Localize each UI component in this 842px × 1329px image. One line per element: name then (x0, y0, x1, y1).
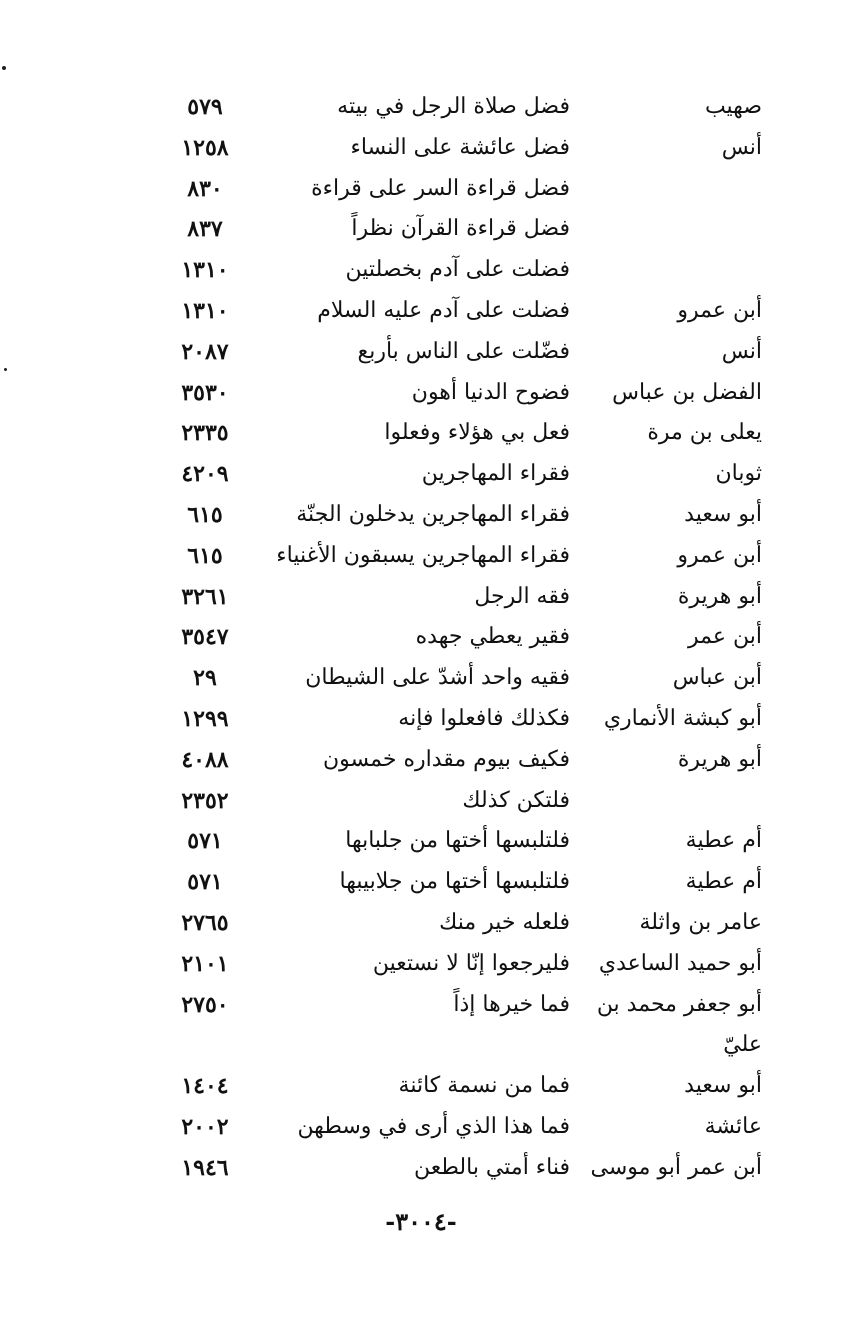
index-row (150, 212, 770, 253)
hadith-number: ٢٧٥٠ (181, 991, 229, 1018)
hadith-phrase: فقير يعطي جهده (415, 624, 570, 650)
hadith-number: ٤٢٠٩ (181, 461, 229, 488)
hadith-phrase: فضل قراءة القرآن نظراً (351, 216, 570, 242)
index-row (150, 865, 770, 906)
hadith-number: ٢٧٦٥ (181, 909, 229, 936)
narrator-name: أم عطية (685, 869, 762, 895)
hadith-number: ١٣١٠ (181, 257, 229, 284)
hadith-phrase: فضوح الدنيا أهون (411, 379, 570, 405)
narrator-name: أبو هريرة (677, 746, 762, 772)
hadith-number: ٥٧١ (187, 828, 223, 855)
hadith-phrase: فلتلبسها أختها من جلابيبها (339, 869, 570, 895)
hadith-phrase: فضل قراءة السر على قراءة (311, 175, 570, 201)
hadith-phrase: فضلت على آدم بخصلتين (345, 257, 570, 283)
narrator-name: أبو سعيد (684, 1073, 762, 1099)
index-row (150, 376, 770, 417)
hadith-phrase: فليرجعوا إنّا لا نستعين (372, 950, 570, 976)
narrator-name: يعلى بن مرة (647, 420, 762, 446)
index-row (150, 1110, 770, 1151)
hadith-phrase: فكذلك فافعلوا فإنه (398, 705, 570, 731)
index-row (150, 947, 770, 988)
narrator-name: أبن عمر أبو موسى (590, 1154, 762, 1180)
index-row (150, 620, 770, 661)
narrator-name: عائشة (704, 1113, 762, 1139)
hadith-number: ٥٧٩ (187, 94, 223, 120)
narrator-name: أبن عمر (688, 624, 762, 650)
hadith-phrase: فضّلت على الناس بأربع (357, 338, 570, 364)
narrator-name: الفضل بن عباس (612, 379, 762, 405)
narrator-name: ثوبان (715, 461, 762, 487)
hadith-number: ٨٣٧ (187, 216, 223, 243)
margin-mark (4, 368, 7, 371)
index-row (150, 1069, 770, 1110)
narrator-name: أم عطية (685, 828, 762, 854)
index-row (150, 1028, 770, 1069)
hadith-number: ١٢٥٨ (181, 134, 229, 161)
hadith-number: ٣٥٤٧ (181, 624, 229, 651)
hadith-number: ٢٣٣٥ (181, 420, 229, 447)
index-row (150, 743, 770, 784)
margin-mark (2, 66, 6, 70)
index-row (150, 416, 770, 457)
hadith-number: ٢٠٨٧ (181, 338, 229, 365)
narrator-name: أبو هريرة (677, 583, 762, 609)
index-row (150, 824, 770, 865)
hadith-number: ١٣١٠ (181, 297, 229, 324)
index-row (150, 335, 770, 376)
hadith-phrase: فقيه واحد أشدّ على الشيطان (305, 665, 570, 691)
hadith-number: ٥٧١ (187, 869, 223, 896)
hadith-phrase: فما هذا الذي أرى في وسطهن (297, 1113, 570, 1139)
narrator-name: عامر بن واثلة (639, 909, 762, 935)
narrator-name: أنس (721, 134, 762, 160)
index-row (150, 131, 770, 172)
index-row (150, 661, 770, 702)
hadith-phrase: فناء أمتي بالطعن (414, 1154, 570, 1180)
hadith-number: ١٩٤٦ (181, 1154, 229, 1181)
narrator-name: أبن عباس (672, 665, 762, 691)
index-row (150, 90, 770, 131)
narrator-name: أبو سعيد (684, 501, 762, 527)
hadith-phrase: فقراء المهاجرين يسبقون الأغنياء (276, 542, 570, 568)
hadith-phrase: فضل صلاة الرجل في بيته (337, 94, 570, 119)
hadith-number: ٣٥٣٠ (181, 379, 229, 406)
hadith-number: ٢٠٠٢ (181, 1113, 229, 1140)
index-row (150, 172, 770, 213)
narrator-name: أبو كبشة الأنماري (603, 705, 762, 731)
hadith-number: ٢٣٥٢ (181, 787, 229, 814)
page-number: -٣٠٠٤- (385, 1207, 457, 1236)
narrator-name: أبن عمرو (677, 542, 762, 568)
hadith-phrase: فقراء المهاجرين (421, 461, 570, 487)
narrator-name: أبن عمرو (677, 297, 762, 323)
narrator-name: عليّ (723, 1032, 762, 1058)
hadith-phrase: فما من نسمة كائنة (398, 1073, 570, 1099)
hadith-phrase: فقراء المهاجرين يدخلون الجنّة (296, 501, 570, 527)
narrator-name: صهيب (704, 94, 762, 119)
hadith-phrase: فلعله خير منك (439, 909, 570, 935)
hadith-index-table (150, 90, 770, 1192)
hadith-number: ٢٩ (193, 665, 217, 692)
hadith-phrase: فما خيرها إذاً (453, 991, 570, 1017)
hadith-phrase: فلتلبسها أختها من جلبابها (345, 828, 570, 854)
index-row (150, 988, 770, 1029)
hadith-phrase: فلتكن كذلك (462, 787, 570, 813)
hadith-number: ٦١٥ (187, 542, 223, 569)
index-row (150, 498, 770, 539)
hadith-phrase: فقه الرجل (474, 583, 570, 609)
index-row (150, 294, 770, 335)
index-row (150, 906, 770, 947)
narrator-name: أنس (721, 338, 762, 364)
hadith-phrase: فضلت على آدم عليه السلام (317, 297, 570, 323)
hadith-phrase: فعل بي هؤلاء وفعلوا (384, 420, 570, 446)
hadith-phrase: فكيف بيوم مقداره خمسون (323, 746, 570, 772)
index-row (150, 702, 770, 743)
index-row (150, 457, 770, 498)
narrator-name: أبو جعفر محمد بن (596, 991, 762, 1017)
index-row (150, 784, 770, 825)
index-row (150, 253, 770, 294)
hadith-number: ٨٣٠ (187, 175, 223, 202)
hadith-number: ١٤٠٤ (181, 1073, 229, 1100)
narrator-name: أبو حميد الساعدي (598, 950, 762, 976)
hadith-number: ١٢٩٩ (181, 705, 229, 732)
hadith-number: ٦١٥ (187, 501, 223, 528)
index-row (150, 580, 770, 621)
hadith-phrase: فضل عائشة على النساء (350, 134, 570, 160)
hadith-number: ٢١٠١ (181, 950, 229, 977)
index-row (150, 539, 770, 580)
index-row (150, 1151, 770, 1192)
hadith-number: ٣٢٦١ (181, 583, 229, 610)
hadith-number: ٤٠٨٨ (181, 746, 229, 773)
